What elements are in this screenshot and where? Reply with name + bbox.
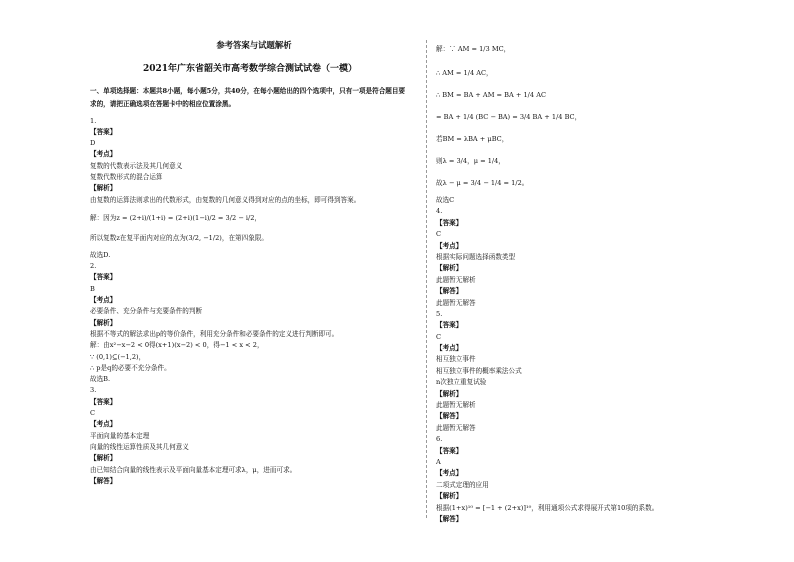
- analysis-text: 此题暂无解析: [436, 401, 476, 410]
- analysis-text: 由已知结合向量的线性表示及平面向量基本定理可求λ，μ，进而可求。: [90, 465, 297, 474]
- topic-tag: 【考点】: [90, 420, 117, 429]
- analysis-tag: 【解析】: [90, 318, 117, 327]
- solution-text: ∴ BM = BA + AM = BA + 1/4 AC: [436, 91, 546, 99]
- topic-text: 必要条件、充分条件与充要条件的判断: [90, 307, 203, 316]
- answer-value: C: [436, 230, 442, 239]
- solution-text: ∵ (0,1)⊆(−1,2)，: [90, 352, 146, 361]
- topic-text: 二项式定理的应用: [436, 480, 489, 489]
- solution-text: 故λ − μ = 3/4 − 1/4 = 1/2。: [436, 179, 529, 187]
- solution-text: 所以复数z在复平面内对应的点为(3/2, −1/2)，在第四象限。: [90, 233, 269, 242]
- question-number: 3.: [90, 386, 97, 395]
- answer-tag: 【答案】: [90, 273, 117, 282]
- answer-value: D: [90, 139, 96, 148]
- answer-value: A: [436, 457, 441, 466]
- topic-text: 向量的线性运算性质及其几何意义: [90, 442, 189, 451]
- analysis-text: 此题暂无解析: [436, 275, 476, 284]
- topic-tag: 【考点】: [90, 296, 117, 305]
- topic-text: 平面向量的基本定理: [90, 431, 150, 440]
- page-title: 参考答案与试题解析: [216, 40, 292, 50]
- solution-text: 此题暂无解答: [436, 423, 476, 432]
- answer-tag: 【答案】: [90, 127, 117, 136]
- left-column: [90, 40, 410, 488]
- answer-value: B: [90, 284, 95, 293]
- solution-text: 解：由x²−x−2 < 0得(x+1)(x−2) < 0，得−1 < x < 2，: [90, 341, 264, 350]
- topic-tag: 【考点】: [436, 469, 463, 478]
- solution-text: ∴ p是q的必要不充分条件。: [90, 363, 171, 372]
- analysis-text: 根据不等式的解法求出p的等价条件，利用充分条件和必要条件的定义进行判断即可。: [90, 329, 339, 338]
- column-divider: [426, 40, 427, 518]
- topic-tag: 【考点】: [436, 241, 463, 250]
- solution-tag: 【解答】: [90, 476, 117, 485]
- solution-tag: 【解答】: [436, 412, 463, 421]
- solution-text: 解：因为z = (2+i)/(1+i) = (2+i)(1−i)/2 = 3/2 − i/2，: [90, 213, 261, 222]
- question-number: 1.: [90, 116, 97, 125]
- answer-tag: 【答案】: [436, 446, 463, 455]
- topic-text: 相互独立事件的概率乘法公式: [436, 366, 522, 375]
- question-number: 4.: [436, 207, 443, 216]
- analysis-tag: 【解析】: [436, 264, 463, 273]
- exam-title: 2021年广东省韶关市高考数学综合测试试卷（一模）: [142, 64, 358, 75]
- topic-text: 根据实际问题选择函数类型: [436, 252, 516, 261]
- topic-text: 复数代数形式的混合运算: [90, 173, 163, 181]
- conclusion-text: 故选B.: [90, 375, 111, 384]
- answer-tag: 【答案】: [436, 218, 463, 227]
- solution-text: ∴ AM = 1/4 AC，: [436, 69, 493, 77]
- topic-tag: 【考点】: [90, 150, 117, 159]
- answer-value: C: [436, 332, 442, 341]
- answer-tag: 【答案】: [90, 397, 117, 406]
- question-number: 2.: [90, 262, 97, 271]
- answer-tag: 【答案】: [436, 321, 463, 330]
- topic-text: 复数的代数表示法及其几何意义: [90, 161, 183, 170]
- analysis-text: 由复数的运算法则求出的代数形式，由复数的几何意义得到对应的点的坐标，即可得到答案。: [90, 195, 361, 204]
- conclusion-text: 故选D.: [90, 250, 111, 259]
- solution-tag: 【解答】: [436, 514, 463, 523]
- question-number: 5.: [436, 309, 443, 318]
- topic-text: 相互独立事件: [436, 355, 476, 364]
- analysis-tag: 【解析】: [90, 184, 117, 193]
- conclusion-text: 故选C: [436, 196, 455, 204]
- solution-text: = BA + 1/4 (BC − BA) = 3/4 BA + 1/4 BC，: [436, 113, 582, 121]
- solution-text: 若BM = λBA + μBC，: [436, 135, 509, 143]
- analysis-tag: 【解析】: [436, 492, 463, 501]
- topic-text: n次独立重复试验: [436, 378, 487, 387]
- answer-value: C: [90, 409, 96, 418]
- analysis-tag: 【解析】: [90, 454, 117, 463]
- analysis-text: 根据(1+x)¹⁰ = [−1 + (2+x)]¹⁰，利用通项公式求得展开式第10项的系数。: [436, 503, 659, 512]
- right-column: [436, 42, 736, 526]
- solution-tag: 【解答】: [436, 287, 463, 296]
- question-number: 6.: [436, 435, 443, 444]
- solution-text: 解：∵ AM = 1/3 MC，: [436, 45, 511, 53]
- solution-text: 此题暂无解答: [436, 298, 476, 307]
- section-heading: 一、单项选择题：本题共8小题，每小题5分，共40分，在每小题给出的四个选项中，只有一项是符合题目要求的，请把正确选项在答题卡中的相应位置涂黑。: [90, 87, 406, 108]
- solution-text: 则λ = 3/4，μ = 1/4，: [436, 157, 505, 165]
- topic-tag: 【考点】: [436, 344, 463, 353]
- analysis-tag: 【解析】: [436, 389, 463, 398]
